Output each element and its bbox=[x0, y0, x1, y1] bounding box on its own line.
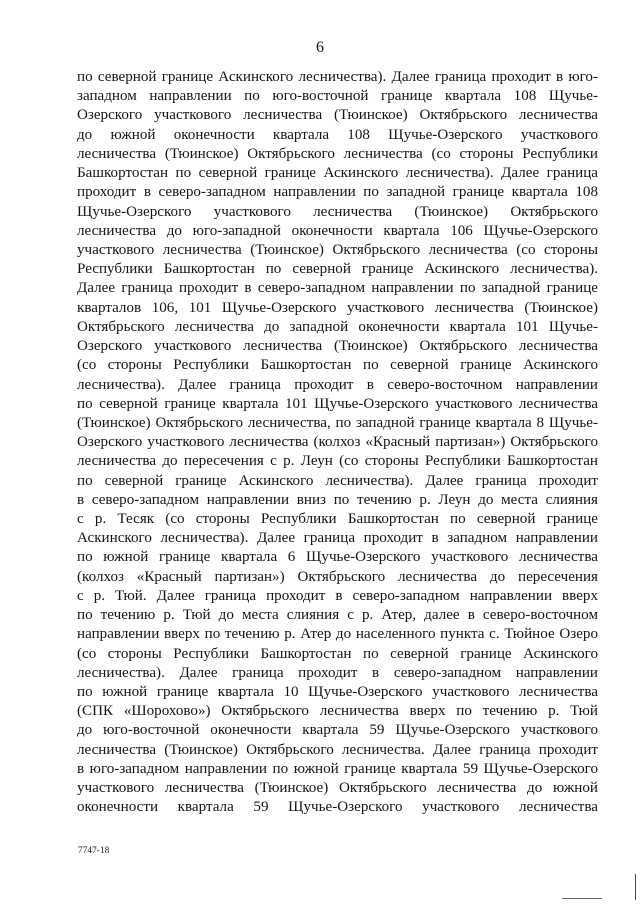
text-line: (СПК «Шорохово») Октябрьского лесничества вверх по течению р. Тюй bbox=[77, 703, 598, 720]
text-line: по северной границе Аскинского лесничества). Далее граница проходит bbox=[77, 472, 598, 489]
text-line: в юго-западном направлении по южной границе квартала 59 Щучье-Озерского bbox=[77, 760, 598, 777]
text-line: по северной границе Аскинского лесничества). Далее граница проходит в юго- bbox=[77, 69, 598, 85]
text-line: Далее граница проходит в северо-западном направлении по западной границе bbox=[77, 280, 598, 297]
text-line: Озерского участкового лесничества (Тюинское) Октябрьского лесничества bbox=[77, 107, 598, 124]
text-line: с р. Тесяк (со стороны Республики Башкортостан по северной границе bbox=[77, 511, 598, 528]
text-line: лесничества). Далее граница проходит в северо-западном направлении bbox=[77, 664, 598, 681]
text-line: направлении вверх по течению р. Атер до населенного пункта с. Тюйное Озеро bbox=[77, 626, 598, 643]
text-line: проходит в северо-западном направлении по западной границе квартала 108 bbox=[77, 184, 598, 201]
text-line: (колхоз «Красный партизан») Октябрьского лесничества до пересечения bbox=[77, 568, 598, 585]
text-line: Щучье-Озерского участкового лесничества (Тюинское) Октябрьского bbox=[77, 203, 598, 220]
text-line: Озерского участкового лесничества (колхоз «Красный партизан») Октябрьского bbox=[77, 434, 598, 451]
text-line: лесничества). Далее граница проходит в северо-восточном направлении bbox=[77, 376, 598, 393]
text-line: лесничества до юго-западной оконечности квартала 106 Щучье-Озерского bbox=[77, 222, 598, 239]
text-line: Октябрьского лесничества до западной оконечности квартала 101 Щучье- bbox=[77, 318, 598, 335]
text-line: лесничества (Тюинское) Октябрьского лесничества. Далее граница проходит bbox=[77, 741, 598, 758]
text-line: (Тюинское) Октябрьского лесничества, по западной границе квартала 8 Щучье- bbox=[77, 414, 598, 431]
text-line: (со стороны Республики Башкортостан по северной границе Аскинского bbox=[77, 357, 598, 374]
text-line: участкового лесничества (Тюинское) Октябрьского лесничества (со стороны bbox=[77, 241, 598, 258]
text-line: до южной оконечности квартала 108 Щучье-Озерского участкового bbox=[77, 126, 598, 143]
text-line: Озерского участкового лесничества (Тюинское) Октябрьского лесничества bbox=[77, 338, 598, 355]
text-line: Башкортостан по северной границе Аскинского лесничества). Далее граница bbox=[77, 165, 598, 182]
text-line: оконечности квартала 59 Щучье-Озерского участкового лесничества bbox=[77, 799, 598, 816]
text-line: по течению р. Тюй до места слияния с р. Атер, далее в северо-восточном bbox=[77, 607, 598, 624]
text-line: западном направлении по юго-восточной границе квартала 108 Щучье- bbox=[77, 88, 598, 105]
text-line: лесничества до пересечения с р. Леун (со стороны Республики Башкортостан bbox=[77, 453, 598, 470]
page-number: 6 bbox=[316, 39, 324, 56]
text-line: по южной границе квартала 6 Щучье-Озерского участкового лесничества bbox=[77, 549, 598, 566]
scan-edge-mark bbox=[635, 874, 636, 900]
text-line: Республики Башкортостан по северной границе Аскинского лесничества). bbox=[77, 261, 598, 278]
text-line: с р. Тюй. Далее граница проходит в северо-западном направлении вверх bbox=[77, 587, 598, 604]
text-line: по южной границе квартала 10 Щучье-Озерского участкового лесничества bbox=[77, 684, 598, 700]
text-line: в северо-западном направлении вниз по течению р. Леун до места слияния bbox=[77, 491, 598, 508]
text-line: до юго-восточной оконечности квартала 59 Щучье-Озерского участкового bbox=[77, 722, 598, 739]
text-line: лесничества (Тюинское) Октябрьского лесничества (со стороны Республики bbox=[77, 145, 598, 162]
document-code: 7747-18 bbox=[78, 845, 110, 855]
text-line: Аскинского лесничества). Далее граница проходит в западном направлении bbox=[77, 530, 598, 547]
text-line: кварталов 106, 101 Щучье-Озерского участкового лесничества (Тюинское) bbox=[77, 299, 598, 316]
text-line: (со стороны Республики Башкортостан по северной границе Аскинского bbox=[77, 645, 598, 662]
scan-edge-mark-bottom bbox=[562, 898, 602, 899]
text-line: участкового лесничества (Тюинское) Октябрьского лесничества до южной bbox=[77, 780, 598, 797]
text-line: по северной границе квартала 101 Щучье-Озерского участкового лесничества bbox=[77, 395, 598, 412]
document-body-text bbox=[77, 68, 598, 818]
